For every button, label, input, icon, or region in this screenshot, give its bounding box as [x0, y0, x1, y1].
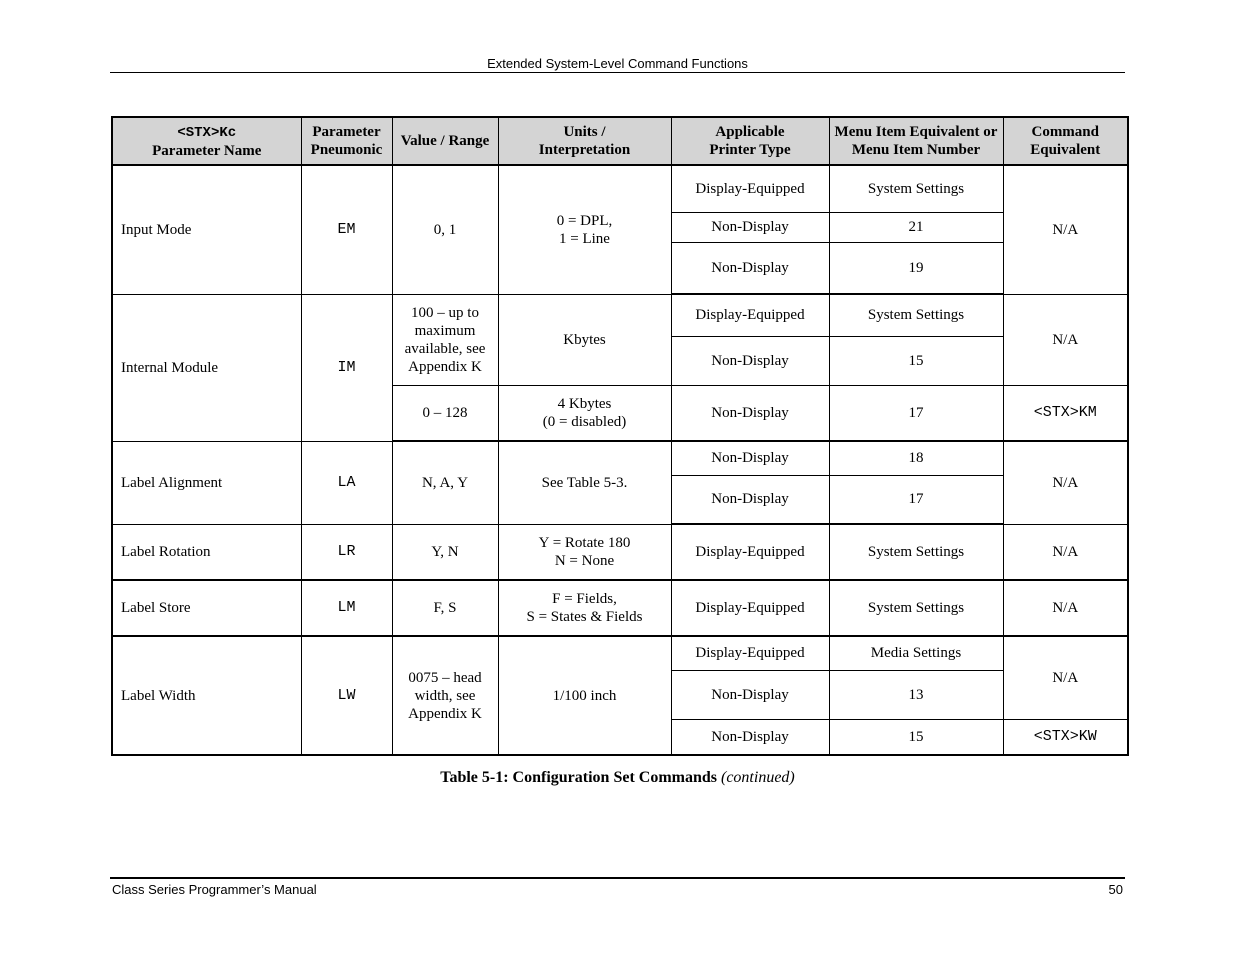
menu-item: System Settings	[829, 580, 1003, 636]
units-line: S = States & Fields	[526, 609, 643, 625]
caption-main: Table 5-1: Configuration Set Commands	[440, 769, 717, 786]
header-parameter-name	[112, 117, 301, 165]
printer-type: Non-Display	[671, 441, 829, 475]
range-label-store: F, S	[392, 580, 498, 636]
menu-item: System Settings	[829, 524, 1003, 580]
printer-type: Non-Display	[671, 719, 829, 755]
page-number: 50	[1108, 882, 1123, 897]
units-line: 1 = Line	[559, 230, 610, 247]
units-line: N = None	[554, 552, 615, 569]
param-name-input-mode: Input Mode	[112, 165, 301, 294]
printer-type: Display-Equipped	[671, 294, 829, 336]
header-rule	[110, 72, 1125, 73]
units-internal-module-2	[498, 385, 671, 441]
command-equivalent: N/A	[1003, 524, 1128, 580]
range-internal-module-2: 0 – 128	[392, 385, 498, 441]
footer-manual-title: Class Series Programmer’s Manual	[112, 882, 317, 897]
mnemonic-em: EM	[301, 165, 392, 294]
printer-type: Non-Display	[671, 670, 829, 719]
header-units: Units / Interpretation	[498, 117, 671, 165]
printer-type: Display-Equipped	[671, 524, 829, 580]
menu-item: Media Settings	[829, 636, 1003, 670]
header-menu-item: Menu Item Equivalent or Menu Item Number	[829, 117, 1003, 165]
menu-item: 13	[829, 670, 1003, 719]
menu-item: 18	[829, 441, 1003, 475]
configuration-set-commands-table	[111, 116, 1129, 756]
header-printer-type: Applicable Printer Type	[671, 117, 829, 165]
header-parameter-pneumonic: Parameter Pneumonic	[301, 117, 392, 165]
range-label-width: 0075 – head width, see Appendix K	[392, 636, 498, 755]
param-name-label-rotation: Label Rotation	[112, 524, 301, 580]
command-equivalent: N/A	[1003, 636, 1128, 719]
menu-item: 15	[829, 719, 1003, 755]
table-header-row	[112, 117, 1128, 165]
printer-type: Display-Equipped	[671, 580, 829, 636]
mnemonic-lm: LM	[301, 580, 392, 636]
units-label-store	[498, 580, 671, 636]
units-label-alignment: See Table 5-3.	[498, 441, 671, 524]
table-row	[112, 636, 1128, 670]
units-line: Y = Rotate 180	[538, 534, 631, 551]
table-row	[112, 580, 1128, 636]
mnemonic-la: LA	[301, 441, 392, 524]
units-input-mode	[498, 165, 671, 294]
table-row	[112, 294, 1128, 336]
menu-item: 21	[829, 212, 1003, 242]
footer-rule	[110, 877, 1125, 879]
mnemonic-lw: LW	[301, 636, 392, 755]
header-command-equivalent: Command Equivalent	[1003, 117, 1128, 165]
printer-type: Non-Display	[671, 385, 829, 441]
command-equivalent: <STX>KM	[1003, 385, 1128, 441]
command-equivalent: <STX>KW	[1003, 719, 1128, 755]
units-label-rotation	[498, 524, 671, 580]
header-value-range: Value / Range	[392, 117, 498, 165]
param-name-label-alignment: Label Alignment	[112, 441, 301, 524]
command-equivalent: N/A	[1003, 294, 1128, 385]
menu-item: System Settings	[829, 294, 1003, 336]
menu-item: System Settings	[829, 165, 1003, 212]
range-label-alignment: N, A, Y	[392, 441, 498, 524]
range-input-mode: 0, 1	[392, 165, 498, 294]
units-line: 4 Kbytes	[557, 395, 612, 412]
units-internal-module: Kbytes	[498, 294, 671, 385]
units-label-width: 1/100 inch	[498, 636, 671, 755]
header-parameter-name-label: Parameter Name	[152, 142, 262, 159]
table-row	[112, 524, 1128, 580]
range-internal-module: 100 – up to maximum available, see Appendix K	[392, 294, 498, 385]
param-name-label-store: Label Store	[112, 580, 301, 636]
printer-type: Non-Display	[671, 242, 829, 294]
caption-suffix: (continued)	[721, 769, 795, 786]
menu-item: 17	[829, 475, 1003, 524]
printer-type: Display-Equipped	[671, 636, 829, 670]
units-line: (0 = disabled)	[542, 413, 627, 430]
table-row	[112, 165, 1128, 212]
menu-item: 19	[829, 242, 1003, 294]
command-equivalent: N/A	[1003, 580, 1128, 636]
printer-type: Non-Display	[671, 336, 829, 385]
menu-item: 17	[829, 385, 1003, 441]
printer-type: Display-Equipped	[671, 165, 829, 212]
command-equivalent: N/A	[1003, 165, 1128, 294]
range-label-rotation: Y, N	[392, 524, 498, 580]
mnemonic-im: IM	[301, 294, 392, 441]
table-row	[112, 441, 1128, 475]
param-name-internal-module: Internal Module	[112, 294, 301, 441]
table-caption	[0, 769, 1235, 787]
header-command-code: <STX>Kc	[177, 124, 237, 141]
command-equivalent: N/A	[1003, 441, 1128, 524]
menu-item: 15	[829, 336, 1003, 385]
units-line: 0 = DPL,	[556, 212, 613, 229]
mnemonic-lr: LR	[301, 524, 392, 580]
page-header: Extended System-Level Command Functions	[487, 56, 748, 71]
param-name-label-width: Label Width	[112, 636, 301, 755]
printer-type: Non-Display	[671, 475, 829, 524]
units-line: F = Fields,	[552, 591, 617, 607]
printer-type: Non-Display	[671, 212, 829, 242]
